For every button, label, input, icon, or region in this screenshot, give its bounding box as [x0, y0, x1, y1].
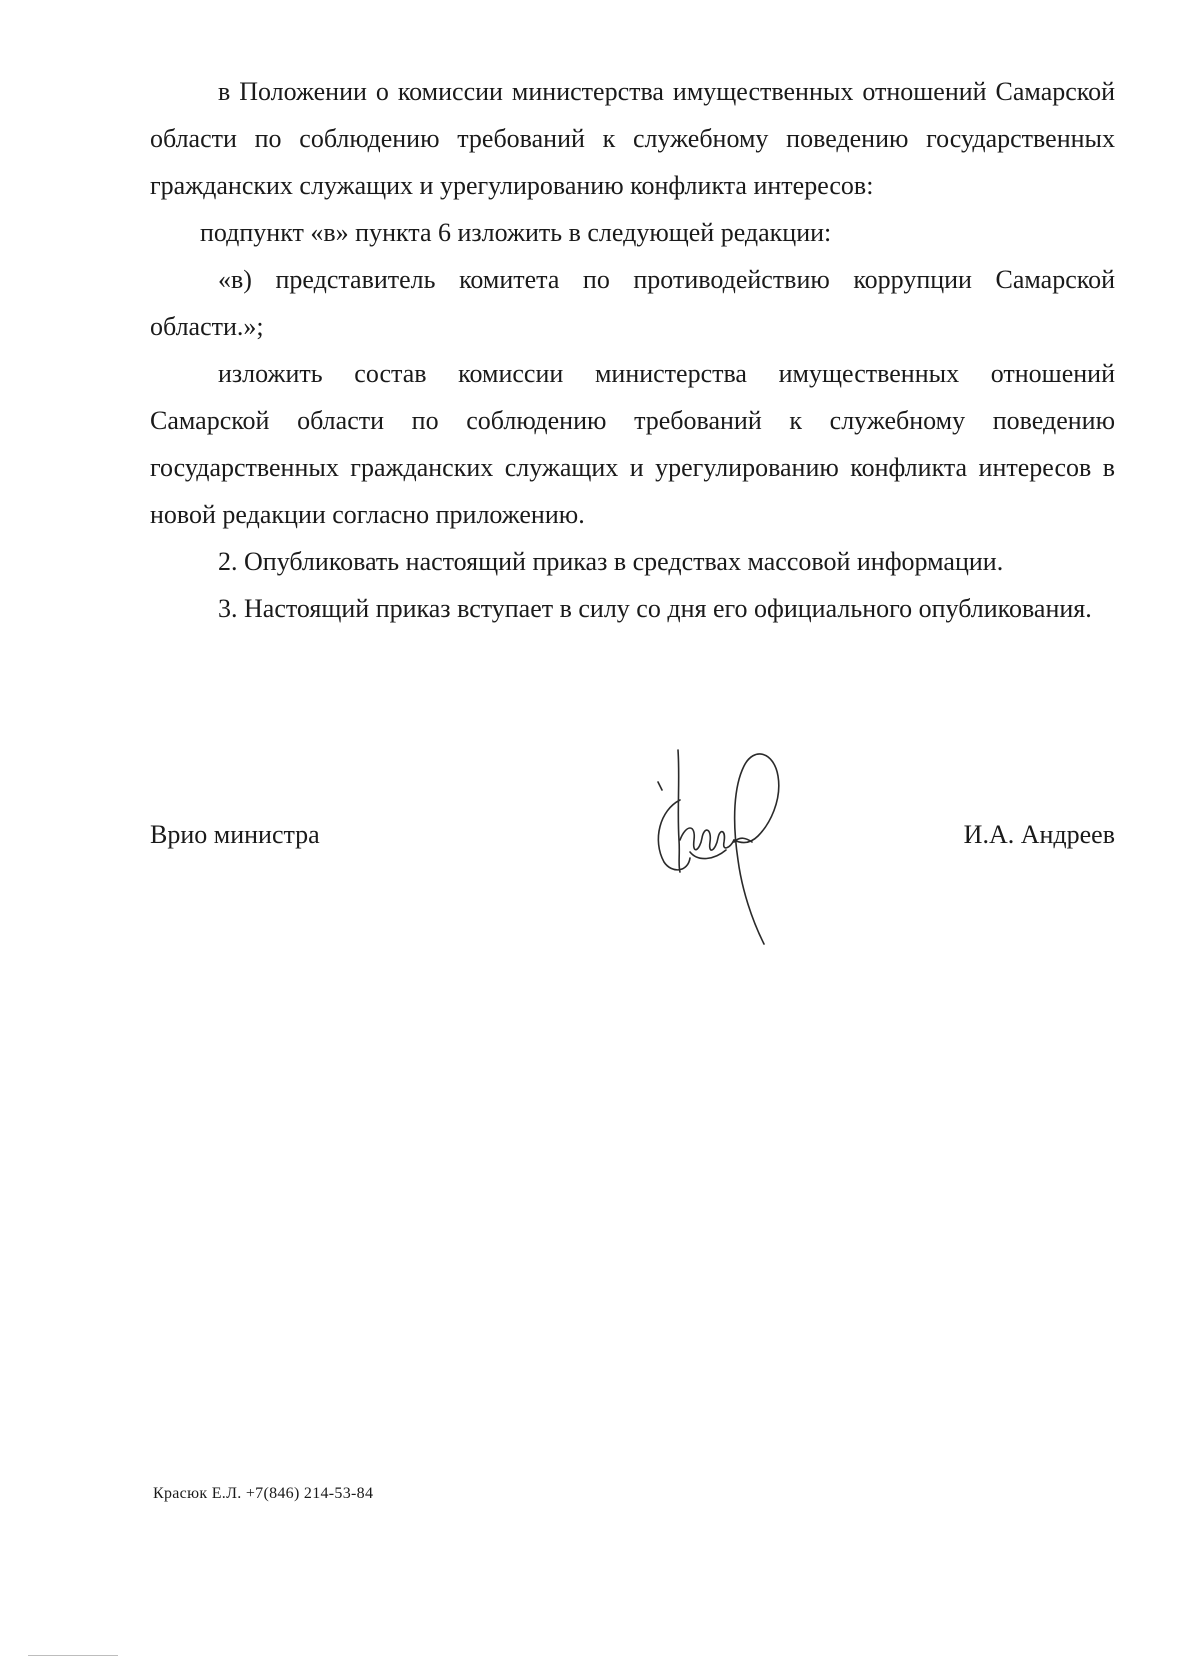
paragraph-commission-regulation: в Положении о комиссии министерства имущественных отношений Самарской области по соблюдению требований к служебному поведению государственных гражданских служащих и урегулированию конфликта интересов: [150, 77, 1115, 200]
paragraph-composition: изложить состав комиссии министерства имущественных отношений Самарской области по соблюдению требований к служебному поведению государственных гражданских служащих и урегулированию конфликта интересов в новой редакции согласно приложению. [150, 359, 1115, 529]
paragraph-subclause-v: подпункт «в» пункта 6 изложить в следующей редакции: [200, 218, 832, 247]
signatory-title: Врио министра [150, 820, 320, 849]
signature-row [150, 820, 1115, 860]
handwritten-signature [650, 740, 800, 960]
paragraph-publish: 2. Опубликовать настоящий приказ в средствах массовой информации. [218, 547, 1004, 576]
paragraph-representative: «в) представитель комитета по противодействию коррупции Самарской области.»; [150, 265, 1115, 341]
document-body [150, 68, 1115, 632]
signatory-name: И.А. Андреев [963, 820, 1115, 849]
paragraph-effective: 3. Настоящий приказ вступает в силу со дня его официального опубликования. [218, 594, 1092, 623]
scan-mark-divider [28, 1655, 118, 1656]
executor-contact: Красюк Е.Л. +7(846) 214-53-84 [153, 1485, 374, 1502]
